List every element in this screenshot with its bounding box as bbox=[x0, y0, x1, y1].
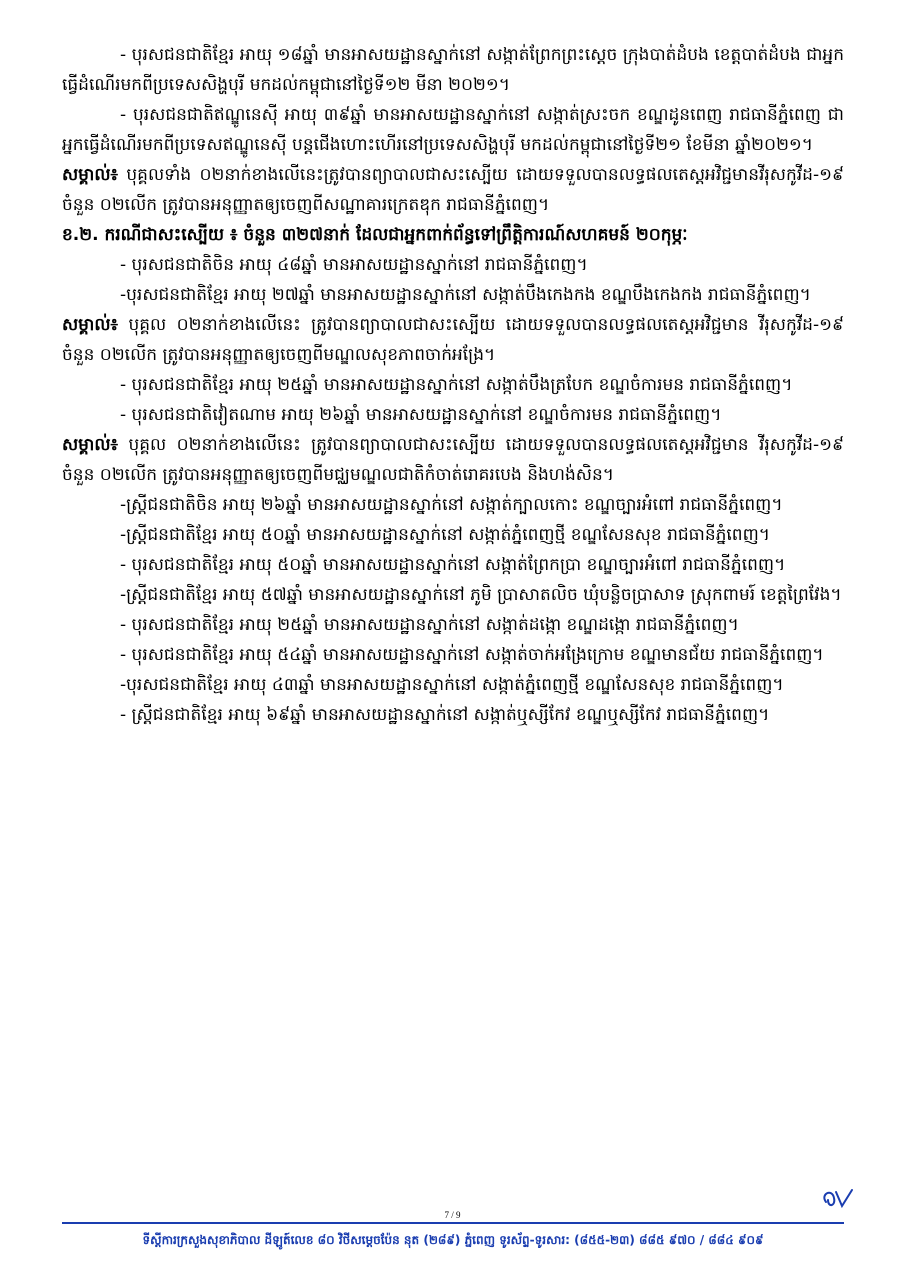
case-item: - បុរសជនជាតិចិន អាយុ ៤៨ឆ្នាំ មានអាសយដ្ឋានស្នាក់នៅ រាជធានីភ្នំពេញ។ bbox=[120, 255, 588, 275]
section-heading: ខ.២. ករណីជាសះស្បើយ ៖ ចំនួន ៣២៧នាក់ ដែលជាអ្នកពាក់ព័ន្ធទៅព្រឹត្តិការណ៍សហគមន៍ ២០កុម្ភៈ bbox=[62, 225, 688, 245]
case-item: -ស្ត្រីជនជាតិខ្មែរ អាយុ ៥០ឆ្នាំ មានអាសយដ្ឋានស្នាក់នៅ សង្កាត់ភ្នំពេញថ្មី ខណ្ឌសែនសុខ រាជធានីភ្នំពេញ។ bbox=[120, 525, 770, 545]
note-paragraph bbox=[62, 430, 844, 490]
case-item: - បុរសជនជាតិខ្មែរ អាយុ ៥៤ឆ្នាំ មានអាសយដ្ឋានស្នាក់នៅ សង្កាត់ចាក់អង្រែក្រោម ខណ្ឌមានជ័យ រាជធានីភ្នំពេញ។ bbox=[120, 645, 824, 665]
case-item: -ស្ត្រីជនជាតិខ្មែរ អាយុ ៥៧ឆ្នាំ មានអាសយដ្ឋានស្នាក់នៅ ភូមិ ប្រាសាតលិច ឃុំបន្លិចប្រាសាទ ស្រុកពាមរ៍ ខេត្តព្រៃវែង។ bbox=[120, 585, 842, 605]
note-paragraph bbox=[62, 160, 844, 220]
note-text: បុគ្គល ០២នាក់ខាងលើនេះ ត្រូវបានព្យាបាលជាសះស្បើយ ដោយទទួលបានលទ្ធផលតេស្តអវិជ្ជមាន វីរុសកូវីដ-១៩ ចំនួន ០២លើក ត្រូវបានអនុញ្ញាតឲ្យចេញពីមជ្ឈមណ្ឌលជាតិកំចាត់រោគរបេង និងហង់សិន។ bbox=[62, 435, 844, 485]
case-item: -ស្ត្រីជនជាតិចិន អាយុ ២៦ឆ្នាំ មានអាសយដ្ឋានស្នាក់នៅ សង្កាត់ក្បាលកោះ ខណ្ឌច្បារអំពៅ រាជធានីភ្នំពេញ។ bbox=[120, 495, 783, 515]
case-item: - ស្ត្រីជនជាតិខ្មែរ អាយុ ៦៩ឆ្នាំ មានអាសយដ្ឋានស្នាក់នៅ សង្កាត់ឬស្សីកែវ ខណ្ឌឬស្សីកែវ រាជធានីភ្នំពេញ។ bbox=[120, 705, 770, 725]
case-item: -បុរសជនជាតិខ្មែរ អាយុ ២៧ឆ្នាំ មានអាសយដ្ឋានស្នាក់នៅ សង្កាត់បឹងកេងកង ខណ្ឌបឹងកេងកង រាជធានីភ្នំពេញ។ bbox=[120, 285, 811, 305]
case-item: - បុរសជនជាតិខ្មែរ អាយុ ២៥ឆ្នាំ មានអាសយដ្ឋានស្នាក់នៅ សង្កាត់ដង្កោ ខណ្ឌដង្កោ រាជធានីភ្នំពេញ។ bbox=[120, 615, 739, 635]
note-label: សម្គាល់៖ bbox=[62, 315, 119, 335]
page-number: 7 / 9 bbox=[444, 1210, 461, 1220]
case-item: - បុរសជនជាតិខ្មែរ អាយុ ៥០ឆ្នាំ មានអាសយដ្ឋានស្នាក់នៅ សង្កាត់ព្រែកប្រា ខណ្ឌច្បារអំពៅ រាជធានីភ្នំពេញ។ bbox=[120, 555, 786, 575]
case-paragraph: - បុរសជនជាតិឥណ្ឌូនេស៊ី អាយុ ៣៩ឆ្នាំ មានអាសយដ្ឋានស្នាក់នៅ សង្កាត់ស្រះចក ខណ្ឌដូនពេញ រាជធានីភ្នំពេញ ជាអ្នកធ្វើដំណើរមកពីប្រទេសឥណ្ឌូនេស៊ី បន្តជើងហោះហើរនៅប្រទេសសិង្ហបុរី មកដល់កម្ពុជានៅថ្ងៃទី២១ ខែមីនា ឆ្នាំ២០២១។ bbox=[62, 105, 844, 155]
case-item: -បុរសជនជាតិខ្មែរ អាយុ ៤៣ឆ្នាំ មានអាសយដ្ឋានស្នាក់នៅ សង្កាត់ភ្នំពេញថ្មី ខណ្ឌសែនសុខ រាជធានីភ្នំពេញ។ bbox=[120, 675, 784, 695]
case-item: - បុរសជនជាតិខ្មែរ អាយុ ២៥ឆ្នាំ មានអាសយដ្ឋានស្នាក់នៅ សង្កាត់បឹងត្របែក ខណ្ឌចំការមន រាជធានីភ្នំពេញ។ bbox=[120, 375, 793, 395]
note-text: បុគ្គល ០២នាក់ខាងលើនេះ ត្រូវបានព្យាបាលជាសះស្បើយ ដោយទទួលបានលទ្ធផលតេស្តអវិជ្ជមាន វីរុសកូវីដ-១៩ ចំនួន ០២លើក ត្រូវបានអនុញ្ញាតឲ្យចេញពីមណ្ឌលសុខភាពចាក់អង្រែ។ bbox=[62, 315, 844, 365]
signature-mark bbox=[818, 1186, 858, 1212]
note-label: សម្គាល់៖ bbox=[62, 165, 119, 185]
note-label: សម្គាល់៖ bbox=[62, 435, 119, 455]
note-text: បុគ្គលទាំង ០២នាក់ខាងលើនេះត្រូវបានព្យាបាលជាសះស្បើយ ដោយទទួលបានលទ្ធផលតេស្តអវិជ្ជមានវីរុសកូវីដ-១៩ ចំនួន ០២លើក ត្រូវបានអនុញ្ញាតឲ្យចេញពីសណ្ឋាគារក្រេតឌុក រាជធានីភ្នំពេញ។ bbox=[62, 165, 844, 215]
case-item: - បុរសជនជាតិវៀតណាម អាយុ ២៦ឆ្នាំ មានអាសយដ្ឋានស្នាក់នៅ ខណ្ឌចំការមន រាជធានីភ្នំពេញ។ bbox=[120, 405, 722, 425]
document-body bbox=[62, 40, 844, 730]
footer-address: ទីស្ដីការក្រសួងសុខាភិបាល ដីឡូត៍លេខ ៨០ វិថីសម្ដេចប៉ែន នុត (២៨៩) ភ្នំពេញ ទូរស័ព្ទ-ទូរសារ: (៨៥៥-២៣) ៨៨៥ ៩៧០ / ៨៨៤ ៩០៩ bbox=[142, 1233, 764, 1247]
case-paragraph: - បុរសជនជាតិខ្មែរ អាយុ ១៨ឆ្នាំ មានអាសយដ្ឋានស្នាក់នៅ សង្កាត់ព្រែកព្រះស្តេច ក្រុងបាត់ដំបង ខេត្តបាត់ដំបង ជាអ្នកធ្វើដំណើរមកពីប្រទេសសិង្ហបុរី មកដល់កម្ពុជានៅថ្ងៃទី១២ មីនា ២០២១។ bbox=[62, 45, 844, 95]
note-paragraph bbox=[62, 310, 844, 370]
footer-divider bbox=[62, 1222, 844, 1224]
